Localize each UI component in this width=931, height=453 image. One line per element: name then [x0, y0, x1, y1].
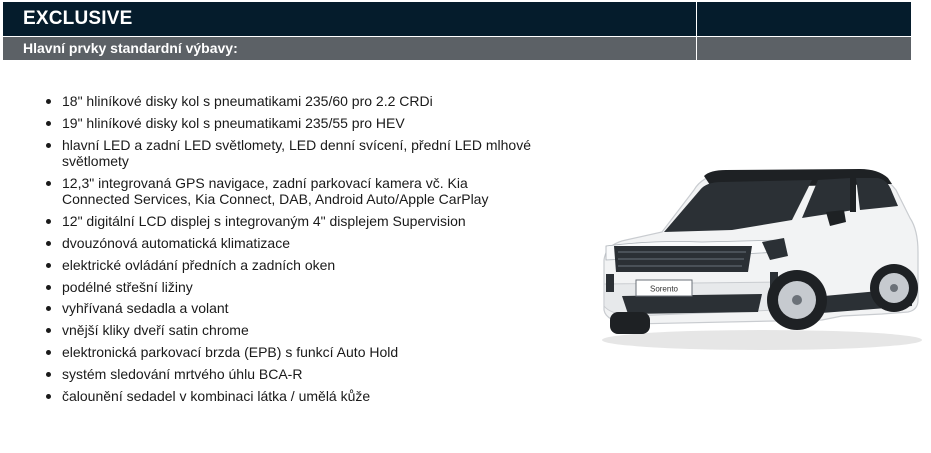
feature-item: 18" hliníkové disky kol s pneumatikami 235/60 pro 2.2 CRDi: [62, 93, 532, 110]
car-image: [592, 160, 924, 360]
section-subtitle: Hlavní prvky standardní výbavy:: [23, 40, 238, 56]
feature-item: hlavní LED a zadní LED světlomety, LED denní svícení, přední LED mlhové světlomety: [62, 136, 531, 170]
model-title: EXCLUSIVE: [23, 8, 133, 29]
feature-item: vnější kliky dveří satin chrome: [62, 322, 532, 339]
feature-item: elektronická parkovací brzda (EPB) s funkcí Auto Hold: [62, 344, 532, 361]
feature-item: elektrické ovládání předních a zadních oken: [62, 257, 532, 274]
feature-list: [40, 93, 532, 409]
feature-item: podélné střešní ližiny: [62, 279, 532, 296]
feature-item: 12" digitální LCD displej s integrovaným 4" displejem Supervision: [62, 213, 532, 230]
model-title-bar: [3, 2, 696, 36]
feature-item: systém sledování mrtvého úhlu BCA-R: [62, 366, 532, 383]
feature-item: vyhřívaná sedadla a volant: [62, 300, 532, 317]
plate-label: Sorento: [649, 284, 679, 294]
subtitle-bar-extension: [697, 37, 911, 60]
feature-item: 19" hliníkové disky kol s pneumatikami 235/55 pro HEV: [62, 115, 532, 132]
feature-item: 12,3" integrovaná GPS navigace, zadní parkovací kamera vč. Kia Connected Services, Kia Connect, DAB, Android Auto/Apple CarPlay: [62, 175, 532, 208]
feature-item: dvouzónová automatická klimatizace: [62, 235, 532, 252]
title-bar-extension: [697, 2, 911, 36]
feature-item: čalounění sedadel v kombinaci látka / umělá kůže: [62, 388, 532, 405]
section-subtitle-bar: [3, 37, 696, 60]
